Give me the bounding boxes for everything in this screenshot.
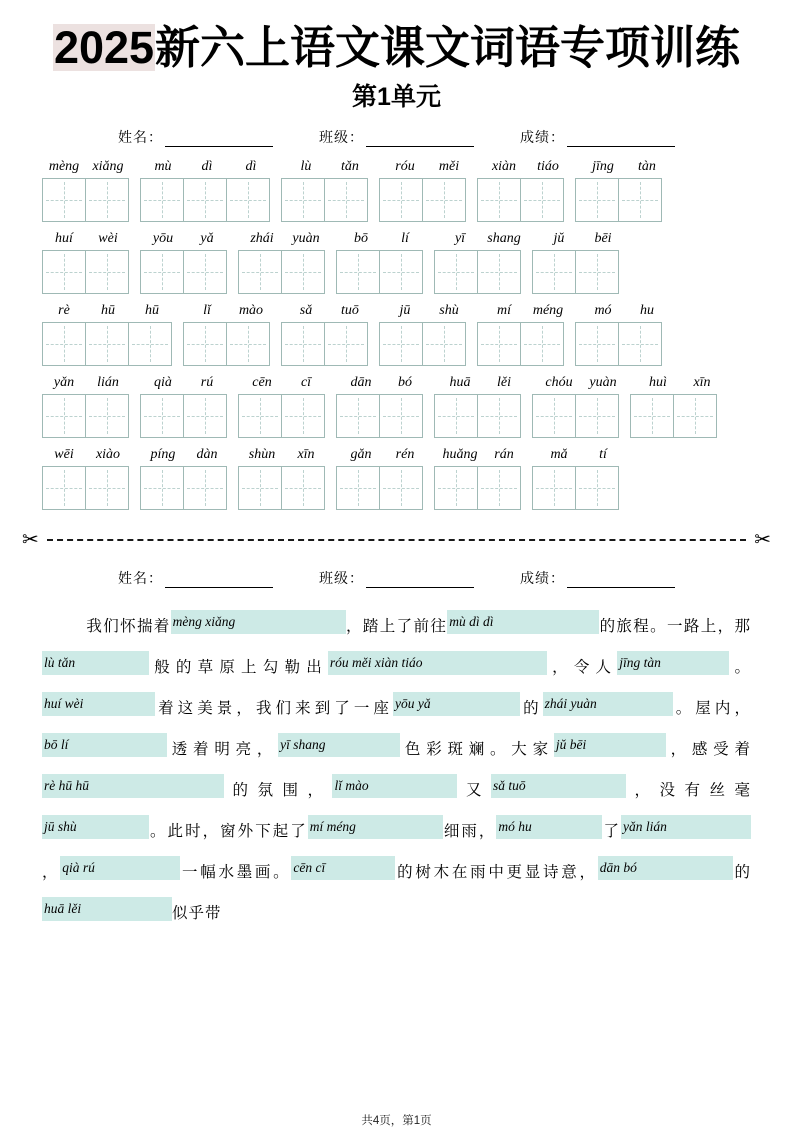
scissors-icon: ✂ [22, 529, 39, 552]
tianzige-box[interactable] [140, 178, 184, 222]
tianzige-box[interactable] [42, 394, 86, 438]
tianzige-box[interactable] [128, 322, 172, 366]
tianzige-box[interactable] [336, 466, 380, 510]
tianzige-box[interactable] [238, 250, 282, 294]
page-subtitle: 第1单元 [352, 83, 441, 112]
pinyin-syllable: shù [439, 303, 459, 319]
pinyin-word-group [141, 159, 273, 175]
pinyin-syllable: hū [145, 303, 159, 319]
pinyin-syllable: dì [245, 159, 257, 175]
tianzige-box[interactable] [379, 178, 423, 222]
scissors-icon: ✂ [754, 529, 771, 552]
pinyin-syllable: rén [395, 447, 415, 463]
pinyin-syllable: zhái [250, 231, 274, 247]
page-footer: 共4页，第1页 [361, 1115, 432, 1127]
word-box-group [336, 466, 423, 510]
word-box-group [575, 178, 662, 222]
passage-blank[interactable]: mó hu [496, 815, 602, 839]
passage-text: 。 [729, 659, 751, 677]
word-box-group [42, 466, 129, 510]
tianzige-box[interactable] [630, 394, 674, 438]
pinyin-word-group [42, 303, 174, 319]
word-box-group [434, 394, 521, 438]
pinyin-syllable: qià [154, 375, 172, 391]
pinyin-syllable: rè [58, 303, 70, 319]
tianzige-box[interactable] [42, 466, 86, 510]
passage-blank[interactable]: huí wèi [42, 692, 155, 716]
tianzige-box[interactable] [42, 250, 86, 294]
passage-blank[interactable]: sǎ tuō [491, 774, 626, 798]
pinyin-syllable: jīng [592, 159, 614, 175]
tianzige-box[interactable] [281, 466, 325, 510]
title-year: 2025 [53, 22, 155, 73]
pinyin-word-group [339, 375, 427, 391]
passage-blank[interactable]: huā lěi [42, 897, 172, 921]
passage-text: 的树木在雨中更显诗意， [395, 864, 598, 882]
pinyin-syllable: cēn [252, 375, 272, 391]
tianzige-box[interactable] [477, 250, 521, 294]
info-label: 姓名： [118, 572, 163, 588]
passage-blank[interactable]: yōu yǎ [393, 692, 520, 716]
pinyin-word-group [42, 375, 130, 391]
pinyin-syllable: tuō [341, 303, 359, 319]
pinyin-syllable: méng [532, 303, 564, 319]
student-info-row-top [40, 127, 753, 147]
tianzige-box[interactable] [226, 178, 270, 222]
tianzige-box[interactable] [140, 466, 184, 510]
pinyin-syllable: tiáo [537, 159, 559, 175]
tianzige-box[interactable] [324, 322, 368, 366]
pinyin-word-group [482, 159, 570, 175]
tianzige-box[interactable] [673, 394, 717, 438]
pinyin-syllable: yōu [152, 231, 174, 247]
passage-text: ，没有丝毫 [625, 782, 751, 800]
word-box-group [238, 466, 325, 510]
pinyin-syllable: mí [497, 303, 511, 319]
pinyin-syllable: dān [350, 375, 372, 391]
pinyin-syllable: huǎng [442, 447, 478, 463]
word-box-group [183, 322, 270, 366]
word-box-group [434, 250, 521, 294]
writing-boxes-row [42, 178, 753, 222]
pinyin-syllable: yǎ [200, 231, 214, 247]
word-box-group [532, 394, 619, 438]
tianzige-box[interactable] [85, 322, 129, 366]
tianzige-box[interactable] [324, 178, 368, 222]
word-box-group [477, 322, 564, 366]
pinyin-word-group [581, 159, 669, 175]
tianzige-box[interactable] [477, 322, 521, 366]
tianzige-box[interactable] [575, 322, 619, 366]
tianzige-box[interactable] [281, 250, 325, 294]
pinyin-word-group [339, 231, 427, 247]
passage-blank[interactable]: bō lí [42, 733, 167, 757]
word-box-group [140, 250, 227, 294]
pinyin-syllable: rán [494, 447, 514, 463]
pinyin-syllable: bó [398, 375, 412, 391]
pinyin-syllable: hū [101, 303, 115, 319]
writing-boxes-row [42, 466, 753, 510]
tianzige-box[interactable] [183, 394, 227, 438]
pinyin-syllable: huí [55, 231, 73, 247]
word-box-group [140, 466, 227, 510]
pinyin-word-group [383, 303, 471, 319]
tianzige-box[interactable] [42, 322, 86, 366]
info-label: 成绩： [520, 572, 565, 588]
pinyin-word-group [383, 159, 471, 175]
word-box-group [477, 178, 564, 222]
pinyin-syllable: měi [438, 159, 460, 175]
tianzige-box[interactable] [140, 250, 184, 294]
pinyin-syllable: shùn [248, 447, 276, 463]
word-box-group [336, 394, 423, 438]
pinyin-word-group [482, 303, 570, 319]
pinyin-syllable: xiàn [491, 159, 517, 175]
pinyin-syllable: bō [354, 231, 368, 247]
tianzige-box[interactable] [532, 394, 576, 438]
pinyin-syllable: tí [599, 447, 607, 463]
pinyin-word-group [537, 231, 625, 247]
pinyin-writing-grid [40, 159, 753, 510]
pinyin-syllable: lǐ [203, 303, 211, 319]
passage-text: 又 [457, 782, 491, 800]
passage-text: 似乎带 [172, 905, 222, 923]
pinyin-syllable: rú [200, 375, 214, 391]
pinyin-syllable: tàn [638, 159, 656, 175]
tianzige-box[interactable] [520, 322, 564, 366]
info-label: 姓名： [118, 131, 163, 147]
tianzige-box[interactable] [477, 466, 521, 510]
writing-boxes-row [42, 250, 753, 294]
pinyin-syllable: mǎ [550, 447, 568, 463]
passage-text: 般的草原上勾勒出 [149, 659, 328, 677]
passage-text: 。此时，窗外下起了 [149, 823, 308, 841]
passage-blank[interactable]: lù tǎn [42, 651, 149, 675]
pinyin-syllable: lù [300, 159, 312, 175]
tianzige-box[interactable] [336, 250, 380, 294]
cut-line [22, 530, 771, 550]
tianzige-box[interactable] [281, 178, 325, 222]
passage-blank[interactable]: jū shù [42, 815, 149, 839]
passage-blank[interactable]: jǔ bēi [554, 733, 666, 757]
pinyin-word-group [141, 231, 229, 247]
pinyin-word-group [537, 375, 625, 391]
pinyin-syllable: cī [300, 375, 312, 391]
passage-text: ， [42, 864, 61, 882]
word-box-group [434, 466, 521, 510]
passage-blank[interactable]: cēn cī [291, 856, 395, 880]
tianzige-box[interactable] [183, 250, 227, 294]
passage-blank[interactable]: mí méng [308, 815, 443, 839]
passage-text: 的氛围， [224, 782, 333, 800]
pinyin-word-group [636, 375, 724, 391]
word-box-group [42, 394, 129, 438]
word-box-group [281, 322, 368, 366]
pinyin-syllable: xiǎng [92, 159, 124, 175]
word-box-group [532, 250, 619, 294]
word-box-group [42, 250, 129, 294]
info-field-score [520, 568, 675, 588]
tianzige-box[interactable] [85, 466, 129, 510]
pinyin-syllable: sǎ [299, 303, 313, 319]
tianzige-box[interactable] [618, 322, 662, 366]
pinyin-row [42, 159, 753, 175]
passage-blank[interactable]: yǎn lián [621, 815, 751, 839]
pinyin-syllable: yuàn [589, 375, 617, 391]
pinyin-word-group [438, 447, 526, 463]
tianzige-box[interactable] [336, 394, 380, 438]
passage-blank[interactable]: róu měi xiàn tiáo [328, 651, 547, 675]
pinyin-syllable: mó [594, 303, 612, 319]
tianzige-box[interactable] [575, 250, 619, 294]
info-blank-line[interactable] [366, 573, 474, 588]
word-box-group [281, 178, 368, 222]
tianzige-box[interactable] [422, 178, 466, 222]
info-field-class [319, 568, 474, 588]
tianzige-box[interactable] [85, 250, 129, 294]
pinyin-syllable: xiào [95, 447, 121, 463]
passage-blank[interactable]: yī shang [278, 733, 400, 757]
info-label: 成绩： [520, 131, 565, 147]
tianzige-box[interactable] [183, 466, 227, 510]
word-box-group [238, 250, 325, 294]
info-blank-line[interactable] [165, 132, 273, 147]
pinyin-syllable: xīn [297, 447, 315, 463]
tianzige-box[interactable] [477, 178, 521, 222]
tianzige-box[interactable] [238, 394, 282, 438]
passage-text: 的旅程。一路上，那 [599, 618, 751, 636]
info-label: 班级： [319, 572, 364, 588]
page-title [40, 24, 753, 71]
pinyin-syllable: tǎn [341, 159, 359, 175]
tianzige-box[interactable] [575, 466, 619, 510]
passage-blank[interactable]: dān bó [598, 856, 733, 880]
passage-text: 了 [602, 823, 621, 841]
tianzige-box[interactable] [379, 394, 423, 438]
writing-boxes-row [42, 322, 753, 366]
passage-text: 的 [732, 864, 751, 882]
tianzige-box[interactable] [379, 466, 423, 510]
passage-blank[interactable]: zhái yuàn [543, 692, 673, 716]
pinyin-word-group [438, 231, 526, 247]
passage-text: ，令人 [546, 659, 618, 677]
pinyin-syllable: róu [395, 159, 415, 175]
pinyin-syllable: wèi [98, 231, 118, 247]
tianzige-box[interactable] [379, 250, 423, 294]
pinyin-syllable: jū [399, 303, 411, 319]
tianzige-box[interactable] [140, 394, 184, 438]
pinyin-row [42, 231, 753, 247]
cloze-passage [40, 606, 753, 934]
pinyin-syllable: mào [238, 303, 264, 319]
writing-boxes-row [42, 394, 753, 438]
tianzige-box[interactable] [281, 322, 325, 366]
passage-text: 的 [520, 700, 543, 718]
passage-text: 透着明亮， [167, 741, 279, 759]
tianzige-box[interactable] [422, 322, 466, 366]
dashed-divider [47, 539, 746, 541]
info-label: 班级： [319, 131, 364, 147]
word-box-group [630, 394, 717, 438]
tianzige-box[interactable] [434, 466, 478, 510]
pinyin-syllable: mù [154, 159, 172, 175]
word-box-group [140, 178, 270, 222]
pinyin-word-group [42, 447, 130, 463]
passage-text: 细雨， [442, 823, 497, 841]
passage-text: 。屋内， [672, 700, 751, 718]
pinyin-syllable: lěi [497, 375, 511, 391]
tianzige-box[interactable] [575, 394, 619, 438]
passage-blank[interactable]: qià rú [60, 856, 180, 880]
pinyin-syllable: hu [640, 303, 654, 319]
word-box-group [379, 178, 466, 222]
word-box-group [532, 466, 619, 510]
pinyin-syllable: xīn [693, 375, 711, 391]
passage-text: 一幅水墨画。 [180, 864, 292, 882]
tianzige-box[interactable] [85, 394, 129, 438]
info-field-name [118, 568, 273, 588]
pinyin-syllable: yī [454, 231, 466, 247]
worksheet-page [0, 24, 793, 1146]
pinyin-syllable: yuàn [292, 231, 320, 247]
passage-text: 色彩斑斓。大家 [400, 741, 554, 759]
info-blank-line[interactable] [366, 132, 474, 147]
passage-blank[interactable]: jīng tàn [617, 651, 729, 675]
pinyin-word-group [185, 303, 273, 319]
pinyin-word-group [284, 303, 372, 319]
tianzige-box[interactable] [281, 394, 325, 438]
word-box-group [336, 250, 423, 294]
pinyin-syllable: lí [401, 231, 409, 247]
pinyin-syllable: wēi [54, 447, 74, 463]
tianzige-box[interactable] [434, 394, 478, 438]
tianzige-box[interactable] [575, 178, 619, 222]
passage-text: ，踏上了前往 [345, 618, 448, 636]
pinyin-row [42, 447, 753, 463]
tianzige-box[interactable] [477, 394, 521, 438]
passage-blank[interactable]: mù dì dì [447, 610, 599, 634]
tianzige-box[interactable] [532, 466, 576, 510]
tianzige-box[interactable] [183, 178, 227, 222]
pinyin-word-group [240, 375, 328, 391]
tianzige-box[interactable] [42, 178, 86, 222]
pinyin-word-group [141, 447, 229, 463]
passage-blank[interactable]: lǐ mào [332, 774, 457, 798]
pinyin-word-group [141, 375, 229, 391]
pinyin-syllable: huā [449, 375, 471, 391]
pinyin-syllable: chóu [545, 375, 573, 391]
pinyin-syllable: mèng [48, 159, 80, 175]
pinyin-word-group [537, 447, 625, 463]
pinyin-word-group [339, 447, 427, 463]
pinyin-row [42, 303, 753, 319]
word-box-group [42, 178, 129, 222]
pinyin-row [42, 375, 753, 391]
tianzige-box[interactable] [183, 322, 227, 366]
passage-blank[interactable]: mèng xiǎng [171, 610, 346, 634]
word-box-group [140, 394, 227, 438]
pinyin-word-group [240, 447, 328, 463]
pinyin-syllable: píng [150, 447, 176, 463]
word-box-group [379, 322, 466, 366]
info-blank-line[interactable] [567, 573, 675, 588]
pinyin-syllable: yǎn [53, 375, 75, 391]
pinyin-syllable: huì [649, 375, 667, 391]
tianzige-box[interactable] [379, 322, 423, 366]
pinyin-word-group [240, 231, 328, 247]
word-box-group [42, 322, 172, 366]
passage-text: 着这美景，我们来到了一座 [155, 700, 393, 718]
pinyin-syllable: bēi [594, 231, 612, 247]
info-field-class [319, 127, 474, 147]
word-box-group [575, 322, 662, 366]
title-main: 新六上语文课文词语专项训练 [155, 22, 741, 73]
student-info-row-bottom [40, 568, 753, 588]
info-field-name [118, 127, 273, 147]
pinyin-syllable: dàn [196, 447, 218, 463]
tianzige-box[interactable] [532, 250, 576, 294]
pinyin-syllable: shang [487, 231, 521, 247]
info-blank-line[interactable] [165, 573, 273, 588]
pinyin-syllable: dì [201, 159, 213, 175]
passage-text: ，感受着 [665, 741, 751, 759]
passage-text: 我们怀揣着 [86, 618, 171, 636]
info-field-score [520, 127, 675, 147]
pinyin-syllable: lián [97, 375, 119, 391]
tianzige-box[interactable] [85, 178, 129, 222]
pinyin-word-group [42, 159, 130, 175]
tianzige-box[interactable] [618, 178, 662, 222]
pinyin-word-group [581, 303, 669, 319]
tianzige-box[interactable] [434, 250, 478, 294]
info-blank-line[interactable] [567, 132, 675, 147]
pinyin-word-group [438, 375, 526, 391]
pinyin-word-group [42, 231, 130, 247]
word-box-group [238, 394, 325, 438]
pinyin-word-group [284, 159, 372, 175]
tianzige-box[interactable] [520, 178, 564, 222]
pinyin-syllable: jǔ [553, 231, 565, 247]
tianzige-box[interactable] [226, 322, 270, 366]
tianzige-box[interactable] [238, 466, 282, 510]
passage-blank[interactable]: rè hū hū [42, 774, 224, 798]
pinyin-syllable: gǎn [350, 447, 372, 463]
